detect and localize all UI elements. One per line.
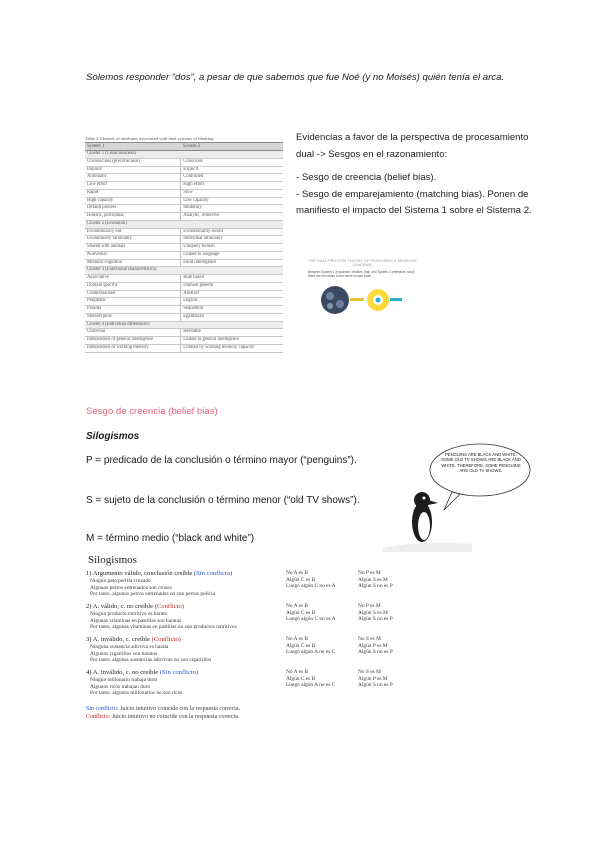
- syllogism-tag: (Conflicto): [151, 636, 181, 643]
- system-1-cell: Independent of working memory: [85, 344, 181, 352]
- system-2-cell: Controlled: [181, 174, 283, 182]
- system-2-cell: Rule based: [181, 275, 283, 283]
- form-abc-line: Algún C es B: [286, 576, 316, 583]
- syllogism-head-text: 3) A. inválido, c. creíble: [86, 636, 150, 643]
- syllogism-head-text: 1) Argumento válido, conclusión creíble: [86, 570, 193, 577]
- form-abc-line: No A es B: [286, 636, 309, 642]
- form-abc-line: Algún C es B: [286, 609, 316, 616]
- premise-line: Ningún millonario trabaja duro: [90, 677, 158, 683]
- brain-icon: [321, 286, 349, 314]
- table-row: [85, 337, 283, 345]
- form-abc-line: Algún C es B: [286, 675, 316, 682]
- dual-process-figure: [300, 259, 425, 319]
- system-2-cell: Heritable: [181, 329, 283, 337]
- system-2-cell: Linked to language: [181, 251, 283, 259]
- system-1-cell: Universal: [85, 329, 181, 337]
- evidence-heading: Evidencias a favor de la perspectiva de procesamiento dual -> Sesgos en el razonamiento:: [296, 132, 529, 160]
- syllogism-tag: (Sin conflicto): [193, 570, 233, 577]
- syllogism-form-psm: [358, 636, 428, 656]
- table-header-system-2: System 2: [181, 143, 283, 151]
- table-row: [85, 344, 283, 352]
- system-2-cell: Limited by working memory capacity: [181, 344, 283, 352]
- system-1-cell: Holistic, perceptual: [85, 213, 181, 221]
- evidence-item-belief-bias: - Sesgo de creencia (belief bias).: [296, 172, 437, 184]
- form-abc-line: No A es B: [286, 603, 309, 609]
- form-psm-line: Algún P es M: [358, 642, 388, 649]
- form-psm-line: Algún S no es P: [358, 682, 393, 689]
- system-2-cell: Linked to general intelligence: [181, 337, 283, 345]
- system-1-cell: Low effort: [85, 182, 181, 190]
- premise-line: Algunas vitaminas en pastillas son baratas: [90, 617, 182, 624]
- system-2-cell: Explicit: [181, 166, 283, 174]
- form-psm-line: No P es M: [358, 570, 381, 576]
- syllogisms-title: Silogismos: [88, 554, 137, 566]
- premise-line: Por tanto, algunas vitaminas en pastillas no son productos nutritivos: [90, 624, 237, 631]
- form-psm-line: Algún S no es P: [358, 583, 393, 590]
- cluster-label: Cluster 1 (Consciousness): [85, 151, 283, 159]
- system-2-cell: Conscious: [181, 158, 283, 166]
- premise-line: Ningún producto nutritivo es barato: [90, 611, 168, 617]
- table-row: [85, 174, 283, 182]
- system-1-cell: Parallel: [85, 306, 181, 314]
- table-row: [85, 228, 283, 236]
- syllogism-form-abc: [286, 570, 356, 590]
- system-1-cell: Nonverbal: [85, 251, 181, 259]
- form-abc-line: Luego algún A no es C: [286, 649, 336, 656]
- system-2-cell: Low capacity: [181, 197, 283, 205]
- table-row: [85, 189, 283, 197]
- intro-paragraph: Solemos responder “dos”, a pesar de que sabemos que fue Noé (y no Moisés) quién tenía el arca.: [86, 72, 505, 83]
- system-2-cell: Sequential: [181, 306, 283, 314]
- system-1-cell: Evolutionary rationality: [85, 236, 181, 244]
- system-1-cell: Independent of general intelligence: [85, 337, 181, 345]
- form-psm-line: No P es M: [358, 603, 381, 609]
- syllogism-premises: [90, 578, 284, 598]
- syllogism-premises: [90, 677, 284, 697]
- cluster-label: Cluster 3 (Functional characteristics): [85, 267, 283, 275]
- syllogisms-figure: [86, 554, 516, 721]
- syllogism-tag: (Conflicto): [154, 603, 184, 610]
- system-2-cell: Uniquely human: [181, 244, 283, 252]
- table-row: [85, 197, 283, 205]
- dual-systems-table: [85, 142, 283, 353]
- table-row: [85, 306, 283, 314]
- form-psm-line: Algún P es M: [358, 675, 388, 682]
- cluster-label: Cluster 4 (Individual differences): [85, 321, 283, 329]
- system-1-cell: Implicit: [85, 166, 181, 174]
- table-row: [85, 236, 283, 244]
- system-1-cell: Contextualized: [85, 290, 181, 298]
- form-psm-line: No S es M: [358, 636, 381, 642]
- form-psm-line: Algún S no es P: [358, 649, 393, 656]
- system-1-cell: Automatic: [85, 174, 181, 182]
- foot-sin-text: Juicio intuitivo coincide con la respuesta correcta.: [120, 706, 241, 712]
- form-abc-line: Luego algún C no es A: [286, 583, 336, 590]
- table-cluster-row: [85, 321, 283, 329]
- syllogism-block: [86, 636, 516, 669]
- system-1-cell: Pragmatic: [85, 298, 181, 306]
- form-psm-line: No S es M: [358, 669, 381, 675]
- form-abc-line: No A es B: [286, 669, 309, 675]
- table-row: [85, 313, 283, 321]
- syllogism-premises: [90, 644, 284, 664]
- evidence-text: [296, 130, 532, 220]
- figure-caption: Between System 1 (impulsive, intuitive, fast) and System 2 (reflective, slow) there are two sides of the same human brain...: [308, 270, 415, 278]
- premise-line: Algunos cigarrillos son baratos: [90, 650, 158, 657]
- syllogism-head-text: 2) A. válido, c. no creíble: [86, 603, 154, 610]
- system-2-cell: Domain general: [181, 282, 283, 290]
- premise-line: Ninguna sustancia adictiva es barata: [90, 644, 169, 650]
- table-row: [85, 213, 283, 221]
- form-abc-line: Algún C es B: [286, 642, 316, 649]
- cartoon-bubble-text: PENGUINS ARE BLACK AND WHITE. SOME OLD TV SHOWS ARE BLACK AND WHITE. THEREFORE, SOME PENGUINS ARE OLD TV SHOWS.: [441, 452, 521, 474]
- system-2-cell: Fluid intelligence: [181, 259, 283, 267]
- system-2-cell: Evolutionarily recent: [181, 228, 283, 236]
- silogismos-heading: Silogismos: [86, 431, 140, 442]
- system-2-cell: Individual rationality: [181, 236, 283, 244]
- table-row: [85, 205, 283, 213]
- syllogism-form-psm: [358, 603, 428, 623]
- premise-line: Algunos ricos trabajan duro: [90, 683, 151, 690]
- premise-line: Por tanto, algunos perros entrenados no son perros policia: [90, 591, 216, 598]
- form-psm-line: Algún S es M: [358, 576, 388, 583]
- system-2-cell: Logical: [181, 298, 283, 306]
- syllogism-form-psm: [358, 570, 428, 590]
- syllogism-tag: (Sin conflicto): [159, 669, 199, 676]
- system-1-cell: Shared with animals: [85, 244, 181, 252]
- foot-con-text: Juicio intuitivo no coincide con la respuesta correcta.: [111, 714, 240, 720]
- system-1-cell: Domain specific: [85, 282, 181, 290]
- table-cluster-row: [85, 220, 283, 228]
- penguin-cartoon: [382, 440, 532, 552]
- table-row: [85, 251, 283, 259]
- table-cluster-row: [85, 267, 283, 275]
- foot-con-label: Conflicto:: [86, 714, 111, 720]
- definition-m: M = término medio (“black and white”): [86, 533, 255, 544]
- syllogism-form-abc: [286, 603, 356, 623]
- system-1-cell: Evolutionarily old: [85, 228, 181, 236]
- brain-gears-illustration: [300, 278, 425, 318]
- form-abc-line: Luego algún C no es A: [286, 616, 336, 623]
- system-1-cell: Modular cognition: [85, 259, 181, 267]
- syllogisms-footnote: [86, 705, 516, 721]
- form-psm-line: Algún S es M: [358, 609, 388, 616]
- system-1-cell: Stereotypical: [85, 313, 181, 321]
- table-row: [85, 282, 283, 290]
- dual-systems-table-figure: [85, 136, 283, 353]
- syllogism-head-text: 4) A. inválido, c. no creíble: [86, 669, 159, 676]
- table-caption: Table 2 Clusters of attributes associated with dual systems of thinking: [85, 136, 214, 141]
- system-2-cell: Analytic, reflective: [181, 213, 283, 221]
- syllogism-form-abc: [286, 636, 356, 656]
- system-2-cell: Inhibitory: [181, 205, 283, 213]
- system-2-cell: High effort: [181, 182, 283, 190]
- system-2-cell: Slow: [181, 189, 283, 197]
- system-1-cell: Default process: [85, 205, 181, 213]
- system-1-cell: High capacity: [85, 197, 181, 205]
- figure-title: THE DUAL-PROCESS THEORY OF REASONING & BEHAVIOR (DIAGRAM): [308, 259, 417, 267]
- system-2-cell: Egalitarian: [181, 313, 283, 321]
- system-2-cell: Abstract: [181, 290, 283, 298]
- system-1-cell: Rapid: [85, 189, 181, 197]
- premise-line: Algunos perros entrenados son cruzes: [90, 584, 172, 591]
- table-row: [85, 166, 283, 174]
- form-abc-line: Luego algún A no es C: [286, 682, 336, 689]
- syllogism-form-psm: [358, 669, 428, 689]
- syllogism-block: [86, 669, 516, 702]
- syllogism-form-abc: [286, 669, 356, 689]
- table-row: [85, 329, 283, 337]
- system-1-cell: Associative: [85, 275, 181, 283]
- definition-s: S = sujeto de la conclusión o término menor (“old TV shows”).: [86, 495, 360, 506]
- premise-line: Por tanto, algunas sustancias adictivas no son cigarrillos: [90, 657, 212, 664]
- evidence-item-matching-bias: - Sesgo de emparejamiento (matching bias). Ponen de manifiesto el impacto del Sistema 1 sobre el Sistema 2.: [296, 188, 532, 217]
- syllogism-block: [86, 603, 516, 636]
- foot-sin-label: Sin conflicto:: [86, 706, 119, 712]
- table-cluster-row: [85, 151, 283, 159]
- table-row: [85, 290, 283, 298]
- table-row: [85, 298, 283, 306]
- table-row: [85, 244, 283, 252]
- belief-bias-heading: Sesgo de creencia (belief bias): [86, 406, 218, 417]
- table-row: [85, 275, 283, 283]
- form-psm-line: Algún S no es P: [358, 616, 393, 623]
- syllogism-premises: [90, 611, 284, 631]
- premise-line: Ningún pato perfila cruzado: [90, 578, 151, 584]
- syllogism-block: [86, 570, 516, 603]
- definition-p: P = predicado de la conclusión o término mayor (“penguins”).: [86, 455, 357, 466]
- table-row: [85, 158, 283, 166]
- premise-line: Por tanto, algunos millonarios no son ricos: [90, 690, 183, 697]
- table-row: [85, 259, 283, 267]
- system-1-cell: Unconscious (preconscious): [85, 158, 181, 166]
- table-row: [85, 182, 283, 190]
- cluster-label: Cluster 2 (Evolution): [85, 220, 283, 228]
- form-abc-line: No A es B: [286, 570, 309, 576]
- table-header-system-1: System 1: [85, 143, 181, 151]
